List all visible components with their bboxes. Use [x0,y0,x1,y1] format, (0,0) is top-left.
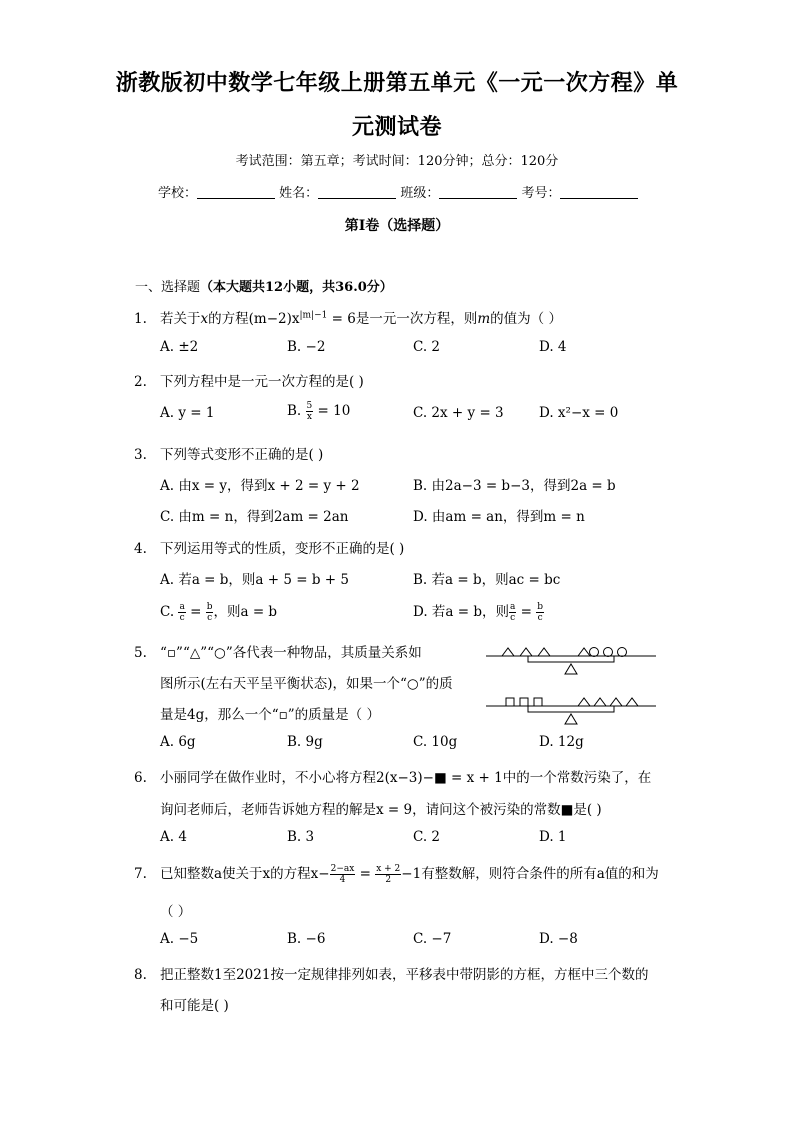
question-number: 8. [134,967,147,983]
q8-text-l1: 把正整数1至2021按一定规律排列如表，平移表中带阴影的方框，方框中三个数的 [160,967,649,983]
balance-diagram [484,640,659,730]
question-number: 7. [134,866,147,882]
q5-option-c[interactable]: C. 10g [413,734,458,750]
q3-option-b[interactable]: B. 由2a−3 = b−3，得到2a = b [413,478,616,494]
q2-option-a[interactable]: A. y = 1 [160,405,215,421]
school-label: 学校： [158,186,198,201]
q5-option-b[interactable]: B. 9g [287,734,323,750]
q4-text: 下列运用等式的性质，变形不正确的是( ) [160,541,405,557]
question-5 [134,641,422,661]
frac-top: b [537,602,544,612]
q4-frac-a [178,602,185,623]
frac-top: a [179,602,185,612]
q5-option-d[interactable]: D. 12g [539,734,584,750]
school-blank[interactable] [197,185,275,199]
name-label: 姓名： [279,186,319,201]
q4-option-c-label: C. [160,604,175,620]
q5-text-l3: 量是4g，那么一个“▫”的质量是（ ） [160,707,380,723]
q3-option-a[interactable]: A. 由x = y，得到x + 2 = y + 2 [160,478,360,494]
question-number: 3. [134,447,147,463]
q6-option-d[interactable]: D. 1 [539,829,567,845]
q1-text-d: 的值为（ ） [490,311,562,327]
q7-option-d[interactable]: D. −8 [539,931,578,947]
q4-option-b[interactable]: B. 若a = b，则ac = bc [413,572,561,588]
q7-f1-top: 2−ax [330,864,355,874]
q2-frac-bot: x [306,412,312,422]
q7-f2-top: x + 2 [376,864,401,874]
q2-frac-top: 5 [306,401,313,411]
q5-text-l2: 图所示(左右天平呈平衡状态)，如果一个“○”的质 [160,676,453,692]
q1-text-b: 的方程 [208,311,249,327]
q5-option-a[interactable]: A. 6g [160,734,196,750]
q2-text: 下列方程中是一元一次方程的是( ) [160,374,364,390]
q1-var-m: m [477,311,491,327]
q7-frac-2 [375,864,401,885]
class-label: 班级： [400,186,440,201]
q7-f1-bot: 4 [339,875,346,885]
q7-frac-1 [330,864,356,885]
question-number: 2. [134,374,147,390]
question-2 [134,370,364,390]
q1-text-a: 若关于 [160,311,201,327]
question-number: 5. [134,645,147,661]
q7-text-l2: （ ） [160,904,192,920]
q7-option-c[interactable]: C. −7 [413,931,452,947]
q2-option-c[interactable]: C. 2x + y = 3 [413,405,504,421]
q4d-frac-b [536,602,544,623]
class-blank[interactable] [439,185,517,199]
q8-text-l2: 和可能是( ) [160,998,229,1014]
exam-info: 考试范围：第五章；考试时间：120分钟；总分：120分 [235,154,559,169]
q4-option-a[interactable]: A. 若a = b，则a + 5 = b + 5 [160,572,349,588]
q1-option-d[interactable]: D. 4 [539,339,567,355]
question-number: 1. [134,311,147,327]
q6-option-b[interactable]: B. 3 [287,829,315,845]
q7-text-a: 已知整数a使关于x的方程x− [160,866,330,882]
frac-bot: c [179,613,185,623]
q1-var-x: x [200,311,209,327]
frac-bot: c [510,613,516,623]
question-4 [134,537,404,557]
name-blank[interactable] [318,185,396,199]
q4-option-c-tail: ，则a = b [213,604,278,620]
student-fields [158,182,638,201]
q4-option-d-label: D. 若a = b，则 [413,604,510,620]
q2-option-b-label: B. [287,403,302,419]
q1-expr: (m−2)x [248,311,300,327]
q2-option-b[interactable] [287,401,350,422]
question-8 [134,963,648,983]
question-6 [134,766,651,786]
q1-expr2: = 6 [327,311,356,327]
q4-option-d[interactable]: D. 若a = b，则 $\frac{a}{c}$ = $\frac{b}{c}$ [413,602,544,623]
q6-text-l1: 小丽同学在做作业时，不小心将方程2(x−3)−■ = x + 1中的一个常数污染了，在 [160,770,652,786]
q7-option-b[interactable]: B. −6 [287,931,326,947]
balance-bottom [486,698,656,724]
q1-option-b[interactable]: B. −2 [287,339,326,355]
question-3 [134,443,323,463]
q6-option-c[interactable]: C. 2 [413,829,441,845]
frac-top: b [206,602,213,612]
exam-title-line2: 元测试卷 [351,114,442,140]
q2-fraction [306,401,314,422]
frac-bot: c [207,613,213,623]
q1-option-a[interactable]: A. ±2 [160,339,199,355]
question-number: 4. [134,541,147,557]
frac-top: a [510,602,516,612]
number-label: 考号： [521,186,561,201]
q6-text-l2: 询问老师后，老师告诉她方程的解是x = 9，请问这个被污染的常数■是( ) [160,802,602,818]
q7-text-b: −1有整数解，则符合条件的所有a值的和为 [401,866,659,882]
q1-exp: |m|−1 [299,310,328,321]
exam-title-line1: 浙教版初中数学七年级上册第五单元《一元一次方程》单 [115,70,679,96]
q1-text-c: 是一元一次方程，则 [355,311,478,327]
section-heading [135,276,393,295]
q4-option-c[interactable]: C. $\frac{a}{c}$ = $\frac{b}{c}$ ，则a = b [160,602,278,623]
q7-eq: = [355,866,376,882]
q2-option-d[interactable]: D. x²−x = 0 [539,405,619,421]
q3-option-d[interactable]: D. 由am = an，得到m = n [413,509,585,525]
q7-f2-bot: 2 [385,875,392,885]
number-blank[interactable] [560,185,638,199]
q5-text-l1: “▫”“△”“○”各代表一种物品，其质量关系如 [160,645,422,661]
section-note: （本大题共12小题，共36.0分） [200,280,393,295]
volume-title: 第I卷（选择题） [344,218,450,234]
q3-text: 下列等式变形不正确的是( ) [160,447,324,463]
question-1 [134,307,562,327]
question-number: 6. [134,770,147,786]
q1-option-c[interactable]: C. 2 [413,339,441,355]
question-7 [134,862,659,885]
balance-top [486,648,656,675]
q2-option-b-expr: = 10 [317,403,351,419]
section-label: 一、选择题 [135,280,201,295]
q7-option-a[interactable]: A. −5 [160,931,199,947]
q6-option-a[interactable]: A. 4 [160,829,187,845]
q3-option-c[interactable]: C. 由m = n，得到2am = 2an [160,509,349,525]
q4d-frac-a [509,602,516,623]
frac-bot: c [537,613,543,623]
